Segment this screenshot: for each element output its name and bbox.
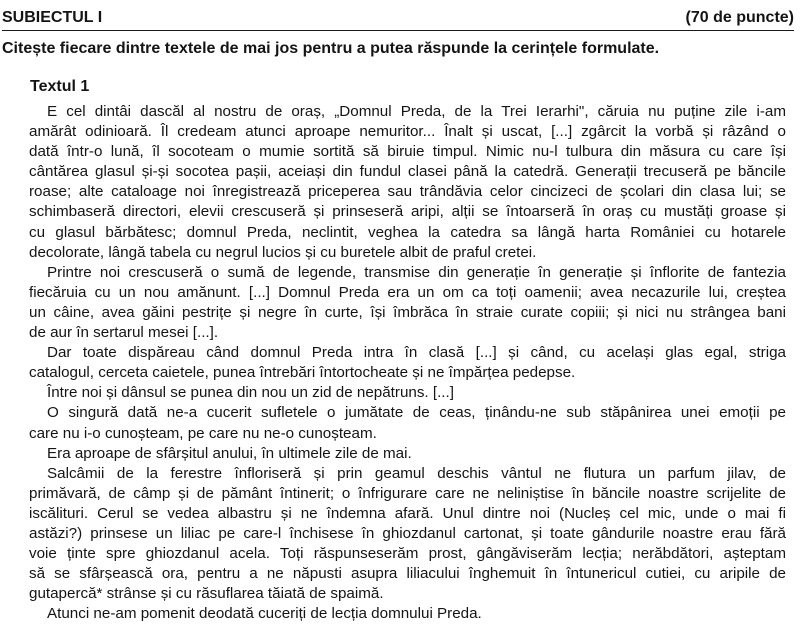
text-line: voie ținte spre ghiozdanul acela. Toți răspunseserăm prost, gângăviserăm lecția; nerăbdători, așteptam [29, 545, 786, 563]
subject-points: (70 de puncte) [685, 9, 794, 26]
text-line: Salcâmii de la ferestre înfloriseră și prin geamul deschis vântul ne flutura un parfum jilav, de [47, 464, 786, 482]
text-line: un câine, avea găini pestrițe și negre în curte, își îmbrăca în straie curate copiii; și nici nu strângea bani [29, 303, 786, 321]
text-line: de aur în sertarul mesei [...]. [29, 324, 219, 342]
text-line: dată într-o lună, îl socoteam o mumie sortită să biruie timpul. Nimic nu-l tulbura din măsura cu care își [29, 143, 786, 161]
text-line: schimbaseră directori, elevii crescuseră și prinseseră aripi, alții se întoarseră în oraș cu mustăți groase și [29, 203, 786, 221]
text-line: fiecăruia cu un nou amănunt. [...] Domnul Preda era un om ca toți oamenii; avea necazurile lui, creștea [29, 283, 786, 301]
instruction-text: Citește fiecare dintre textele de mai jos pentru a putea răspunde la cerințele formulate. [2, 40, 660, 57]
text-body [29, 102, 786, 624]
text-line: Atunci ne-am pomenit deodată cuceriți de lecția domnului Preda. [47, 605, 482, 623]
subject-header [2, 0, 794, 31]
text-line: cu glasul bărbătesc; domnul Preda, neclintit, veghea la catedra sa lângă harta României cu hotarele [29, 223, 786, 241]
subject-title: SUBIECTUL I [2, 9, 103, 26]
text-line: Dar toate dispăreau când domnul Preda intra în clasă [...] și când, cu același glas egal, striga [47, 344, 786, 362]
text-line: iscălituri. Cerul se vedea albastru și ne îndemna afară. Unul dintre noi (Nucleș cel mic, unde o mai fi [29, 504, 786, 522]
text-line: roase; alte cataloage noi înregistrează priceperea sau trândăvia celor cincizeci de școlari din clasa lui; se [29, 183, 786, 201]
text-line: catalogul, cerceta caietele, punea întrebări întortocheate și ne împărțea pedepse. [29, 364, 576, 382]
text-line: gutapercă* strânse și cu răsuflarea tăiată de spaimă. [29, 585, 384, 603]
text-line: Printre noi crescuseră o sumă de legende, transmise din generație în generație și înflorite de fantezia [47, 263, 786, 281]
text-line: E cel dintâi dascăl al nostru de oraș, „Domnul Preda, de la Trei Ierarhi", căruia nu puține zile i-am [47, 103, 786, 120]
text-line: Între noi și dânsul se punea din nou un zid de nepătruns. [...] [47, 384, 454, 402]
text-title: Textul 1 [30, 78, 90, 95]
text-line: decolorate, lângă tabela cu negrul lucios și cu buretele albit de praful cretei. [29, 243, 537, 261]
text-line: Era aproape de sfârșitul anului, în ultimele zile de mai. [47, 444, 412, 462]
text-line: astăzi?) prinsese un liliac pe care-l închisese în ghiozdanul cartonat, și toate gândurile noastre erau fără [29, 524, 786, 542]
text-line: primăvară, de câmp și de pământ întinerit; o înfrigurare care ne neliniștise în băncile noastre scrijelite de [29, 484, 786, 502]
text-line: amărât odinioară. Îl credeam atunci aproape nemuritor... Înalt și uscat, [...] zgârcit la vorbă și râzând o [29, 123, 786, 141]
text-line: cântărea glasul și-și socotea pașii, aceiași din fundul clasei până la catedră. Generații trecuseră pe băncile [29, 163, 786, 181]
text-line: să se sfârșească ora, pentru a ne năpusti asupra liliacului înghemuit în întunericul cutiei, cu aripile de [29, 565, 786, 583]
text-line: O singură dată ne-a cucerit sufletele o jumătate de ceas, ținându-ne sub stăpânirea unei emoții pe [47, 404, 786, 422]
text-line: care nu i-o cunoșteam, pe care nu ne-o cunoșteam. [29, 424, 377, 442]
